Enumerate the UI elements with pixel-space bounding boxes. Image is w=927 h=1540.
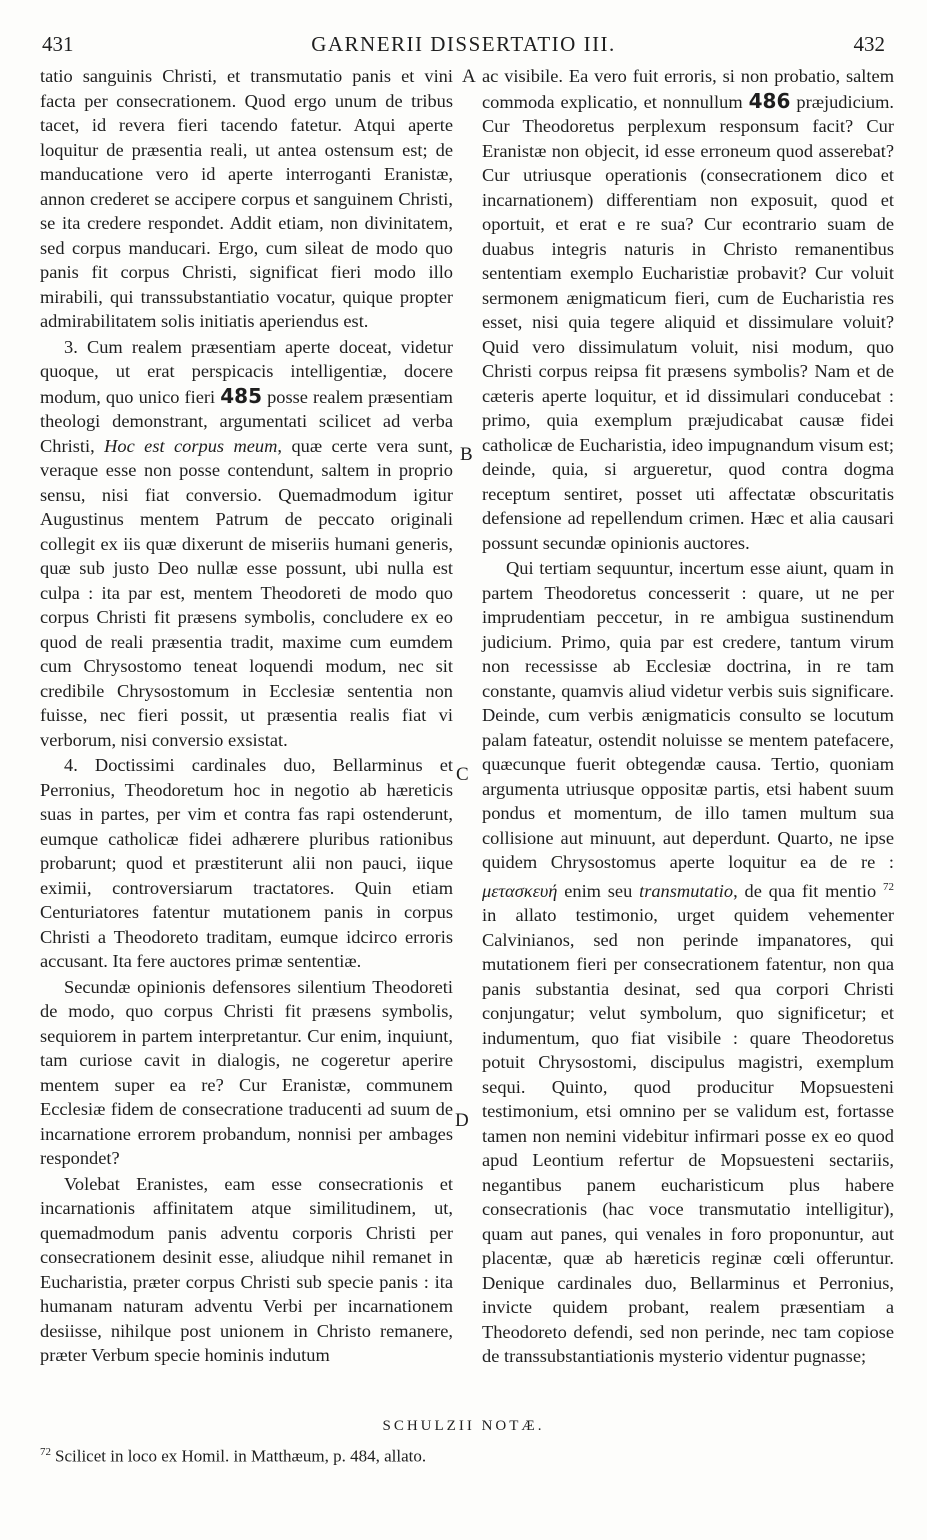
paragraph-text: ac visibile. Ea vero fuit erroris, si non probatio, saltem commoda explicatio, et nonnullum [482, 66, 894, 112]
paragraph-text: , quæ certe vera sunt, veraque esse non posse contendunt, saltem in proprio sensu, nisi fiat conversio. Quemadmodum igitur Augustinus mentem Patrum de peccato originali collegit ex iis quæ dixerunt de miseriis humani generis, quæ sub justo Deo nullæ esse possunt, ubi nulla est culpa : ita par est, mentem Theodoreti de modo quo corpus Christi fit præsens symbolis, concludere ex eo quod de reali præsentia tradit, maxime cum eumdem cum Chrysostomo teneat loquendi modum, nec sit credibile Chrysostomum in Ecclesiæ sententia non fuisse, nec fieri possit, ut præsentia realis fiat vi verborum, nisi conversio exsistat. [40, 435, 453, 750]
paragraph-text: præjudicium. Cur Theodoretus perplexum responsum facit? Cur Eranistæ non objecit, id esse erroneum quod asserebat? Cur utriusque operationis (consecrationem dico et incarnationem) differentiam non exposuit, quod et oportuit, et erat e re sua? Cur econtrario suam de duabus integris naturis in Christo remanentibus sententiam exemplo Eucharistiæ probavit? Cur voluit sermonem ænigmaticum fieri, cum de Eucharistia res esset, nisi quia tegere aliquid et dissimulare voluit? Quid vero dissimulatum voluit, nisi modum, quo Christi corpus reipsa fit præsens symbolis? Nam et de cæteris aperte loquitur, et id dissimulari conducebat : primo, quia exemplum præjudicabat causæ fidei catholicæ de Eucharistia, ideo impugnandum visum est; deinde, quia, si argueretur, quod contra dogma receptum sentiret, posset uti affectatæ obscuritatis defensione ad repellendum crimen. Hæc et alia causari possunt secundæ opinionis auctores. [482, 91, 894, 553]
margin-letter: B [460, 444, 473, 465]
footnote [40, 1446, 900, 1467]
marginal-number: 486 [748, 88, 791, 113]
paragraph [40, 335, 453, 753]
notes-heading: SCHULZII NOTÆ. [382, 1418, 545, 1434]
paragraph-text: Qui tertiam sequuntur, incertum esse aiunt, quam in partem Theodoretus concesserit : quare, ut ne per imprudentiam peccetur, in re ambigua sustinendum judicium. Primo, quia par est credere, tantum virum non recessisse ab Ecclesiæ doctrina, in re tam constante, quamvis aliud videtur verbis suis significare. Deinde, cum verbis ænigmaticis consulto se locutum palam fateatur, ostendit noluisse se mentem patefacere, quæcunque fuerit obtegendæ causa. Tertio, quoniam argumenta utriusque oppositæ partis, etsi habent suum pondus et momentum, de illo tamen multum sua collisione aut minuunt, aut deperdunt. Quarto, ne ipse quidem Chrysostomus aperte loquitur ea de re : [482, 558, 894, 872]
right-column [482, 64, 894, 1369]
paragraph-text: enim seu [564, 880, 633, 901]
greek-word: μετασκευή [482, 880, 558, 901]
margin-letter: A [462, 66, 476, 87]
paragraph: Volebat Eranistes, eam esse consecrationis et incarnationis affinitatem atque similitudinem, ut, quemadmodum panis adventu corporis Christi per consecrationem desinit esse, aliudque nihil remanet in Eucharistia, præter corpus Christi sub specie panis : ita humanam naturam adventu Verbi per incarnationem desiisse, nihilque post unionem in Christo remanere, præter Verbum specie hominis indutum [40, 1173, 453, 1365]
margin-letter: D [455, 1110, 469, 1131]
italic-term: transmutatio [639, 880, 734, 901]
page-number-right: 432 [853, 32, 885, 56]
quotation: Hoc est corpus meum [104, 435, 278, 456]
page-number-left: 431 [42, 32, 74, 56]
running-title: GARNERII DISSERTATIO III. [311, 32, 616, 56]
footnote-number: 72 [40, 1446, 51, 1458]
paragraph: 4. Doctissimi cardinales duo, Bellarminus et Perronius, Theodoretum hoc in negotio ab hæreticis suas in partes, per vim et contra fas rapi ostenderunt, eumque catholicæ fidei adhærere pluribus rationibus probarunt; quod et præstiterunt alii non pauci, iique eximii, controversiarum tractatores. Quin etiam Centuriatores fatentur mutationem panis in corpus Christi a Theodoreto traditam, eumque idcirco erroris accusant. Ita fere auctores primæ sententiæ. [40, 755, 453, 971]
running-header [38, 32, 889, 62]
paragraph: tatio sanguinis Christi, et transmutatio panis et vini facta per consecrationem. Quod ergo unum de tribus tacet, id revera fieri tacendo fatetur. Atqui aperte loquitur de præsentia reali, ut antea ostensum est; de manducatione vero id aperte interroganti Eranistæ, annon crederet se accipere corpus et sanguinem Christi, se ita credere respondet. Addit etiam, non divinitatem, sed corpus manducari. Ergo, cum sileat de modo quo panis fit corpus Christi, significat fieri modo illo mirabili, qui transsubstantiatio vocatur, quique propter admirabilitatem solis initiatis aperiendus est. [40, 66, 453, 331]
margin-letter: C [456, 764, 469, 785]
paragraph: Secundæ opinionis defensores silentium Theodoreti de modo, quo corpus Christi fit præsens symbolis, sequiorem in partem interpretantur. Cur enim, inquiunt, tam curiose cavit in dialogis, ne cogeretur aperire mentem super ea re? Cur Eranistæ, communem Ecclesiæ fidem de consecratione traducenti ad suum de incarnatione errorem probandum, nonnisi per ambages respondet? [40, 976, 453, 1168]
footnote-reference[interactable]: 72 [882, 880, 894, 893]
paragraph [482, 556, 894, 1369]
left-column [40, 64, 453, 1368]
paragraph-text: 3. Cum realem præsentiam aperte doceat, videtur quoque, ut erat perspicacis intelligentiæ, docere modum, quo unico fieri [40, 336, 453, 407]
paragraph [482, 64, 894, 555]
paragraph-text: , de qua fit mentio [733, 880, 877, 901]
footnote-text: Scilicet in loco ex Homil. in Matthæum, p. 484, allato. [55, 1446, 427, 1466]
paragraph-text: posse realem præsentiam theologi demonstrant, argumentati scilicet ad verba Christi, [40, 386, 453, 456]
paragraph-text: in allato testimonio, urget quidem vehementer Calvinianos, sed non perinde impanatores, qui mutationem fieri per consecrationem fatentur, non qua panis substantia desinat, sed qua corpori Christi conjungatur; velut symbolum, quo significetur; et indumentum, quo fiat visibile : quare Theodoretus potuit Chrysostomi, discipulus magistri, exemplum sequi. Quinto, quod producitur Mopsuesteni testimonium, etsi omnino per se validum est, fortasse tamen non nemini videbitur infirmari posse ex eo quod apud Leontium refertur de Mopsuesteni sectariis, negantibus panem eucharisticum plus habere consecrationis (hac voce transmutatio intelligitur), quam aut panes, qui venales in foro proponuntur, aut placentæ, quæ ab hæreticis reginæ cœli offeruntur. Denique cardinales duo, Bellarminus et Perronius, invicte quidem probant, realem præsentiam a Theodoreto defendi, sed non perinde, nec tam copiose de transsubstantiationis mysterio videntur pugnasse; [482, 905, 894, 1367]
marginal-number: 485 [220, 383, 262, 408]
